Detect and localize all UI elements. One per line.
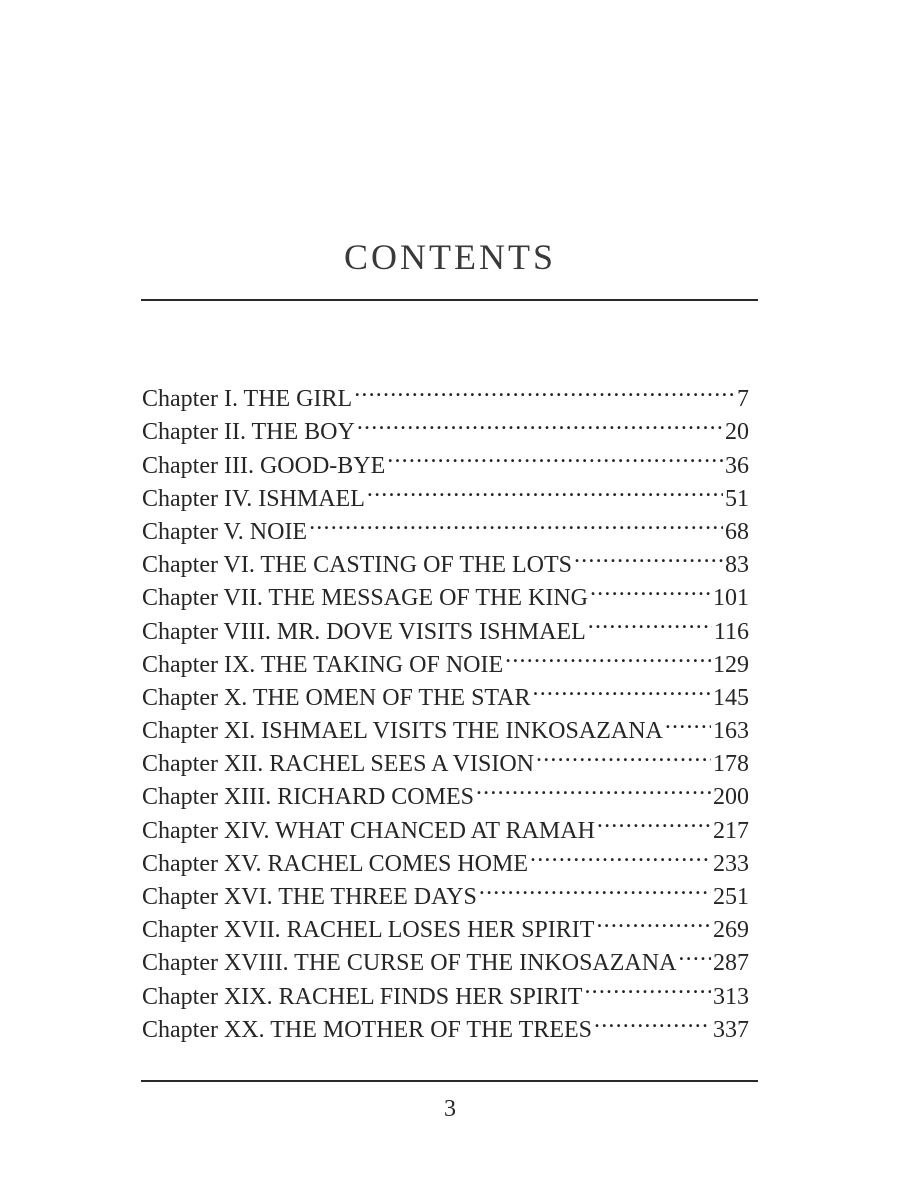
toc-entry-page: 233 (713, 850, 749, 877)
toc-entry-page: 337 (713, 1016, 749, 1043)
top-divider (141, 299, 758, 301)
toc-entry-page: 101 (713, 585, 749, 612)
toc-dot-leader (678, 937, 711, 970)
toc-entry-page: 200 (713, 784, 749, 811)
toc-dot-leader (574, 539, 723, 572)
toc-dot-leader (354, 373, 735, 406)
toc-entry-title: Chapter XX. THE MOTHER OF THE TREES (142, 1016, 592, 1043)
toc-entry-title: Chapter I. THE GIRL (142, 386, 353, 413)
toc-entry-title: Chapter III. GOOD-BYE (142, 452, 386, 479)
toc-entry-page: 36 (725, 452, 749, 479)
toc-dot-leader (536, 738, 711, 771)
toc-dot-leader (584, 970, 711, 1003)
toc-entry-page: 20 (725, 419, 749, 446)
toc-entry-page: 269 (713, 917, 749, 944)
toc-dot-leader (387, 439, 723, 472)
toc-dot-leader (367, 473, 723, 506)
toc-dot-leader (357, 406, 723, 439)
toc-dot-leader (590, 572, 711, 605)
toc-entry-title: Chapter XVI. THE THREE DAYS (142, 884, 477, 910)
page-title: CONTENTS (344, 237, 556, 277)
toc-entry-title: Chapter VI. THE CASTING OF THE LOTS (142, 552, 572, 579)
toc-dot-leader (594, 1004, 711, 1037)
toc-entry-title: Chapter X. THE OMEN OF THE STAR (142, 684, 531, 711)
toc-entry-title: Chapter IX. THE TAKING OF NOIE (142, 651, 504, 678)
toc-entry-chapter-1[interactable] (142, 373, 749, 413)
toc-entry-title: Chapter XIX. RACHEL FINDS HER SPIRIT (142, 983, 583, 1010)
toc-dot-leader (476, 771, 711, 804)
toc-dot-leader (309, 506, 723, 539)
toc-entry-page: 217 (713, 817, 749, 844)
toc-dot-leader (479, 871, 711, 904)
toc-entry-title: Chapter XVIII. THE CURSE OF THE INKOSAZANA (142, 950, 677, 977)
toc-dot-leader (596, 904, 711, 937)
toc-entry-page: 68 (725, 518, 749, 545)
toc-entry-page: 145 (713, 684, 749, 711)
page-number: 3 (444, 1096, 456, 1122)
toc-entry-page: 251 (713, 884, 749, 910)
toc-entry-page: 313 (713, 983, 749, 1010)
toc-entry-title: Chapter XV. RACHEL COMES HOME (142, 850, 529, 877)
toc-entry-title: Chapter VII. THE MESSAGE OF THE KING (142, 585, 588, 612)
toc-entry-title: Chapter XVII. RACHEL LOSES HER SPIRIT (142, 917, 595, 944)
toc-dot-leader (665, 705, 711, 738)
toc-entry-page: 129 (713, 651, 749, 678)
toc-dot-leader (505, 639, 711, 672)
toc-dot-leader (533, 672, 711, 705)
toc-entry-title: Chapter XI. ISHMAEL VISITS THE INKOSAZANA (142, 718, 663, 745)
table-of-contents (142, 373, 749, 1043)
toc-entry-page: 51 (725, 485, 749, 512)
toc-entry-page: 7 (737, 386, 749, 413)
toc-entry-title: Chapter II. THE BOY (142, 419, 355, 446)
toc-entry-title: Chapter IV. ISHMAEL (142, 485, 365, 512)
toc-entry-title: Chapter XIV. WHAT CHANCED AT RAMAH (142, 817, 595, 844)
toc-entry-page: 287 (713, 950, 749, 977)
toc-entry-title: Chapter V. NOIE (142, 518, 308, 545)
toc-entry-title: Chapter XII. RACHEL SEES A VISION (142, 751, 534, 778)
toc-dot-leader (597, 804, 711, 837)
bottom-divider (141, 1080, 758, 1082)
toc-entry-page: 116 (713, 618, 749, 645)
toc-entry-title: Chapter VIII. MR. DOVE VISITS ISHMAEL (142, 618, 586, 645)
toc-entry-page: 83 (725, 552, 749, 579)
toc-dot-leader (530, 838, 711, 871)
toc-entry-page: 178 (713, 751, 749, 778)
toc-entry-page: 163 (713, 718, 749, 745)
toc-dot-leader (588, 605, 712, 638)
toc-entry-title: Chapter XIII. RICHARD COMES (142, 784, 474, 811)
